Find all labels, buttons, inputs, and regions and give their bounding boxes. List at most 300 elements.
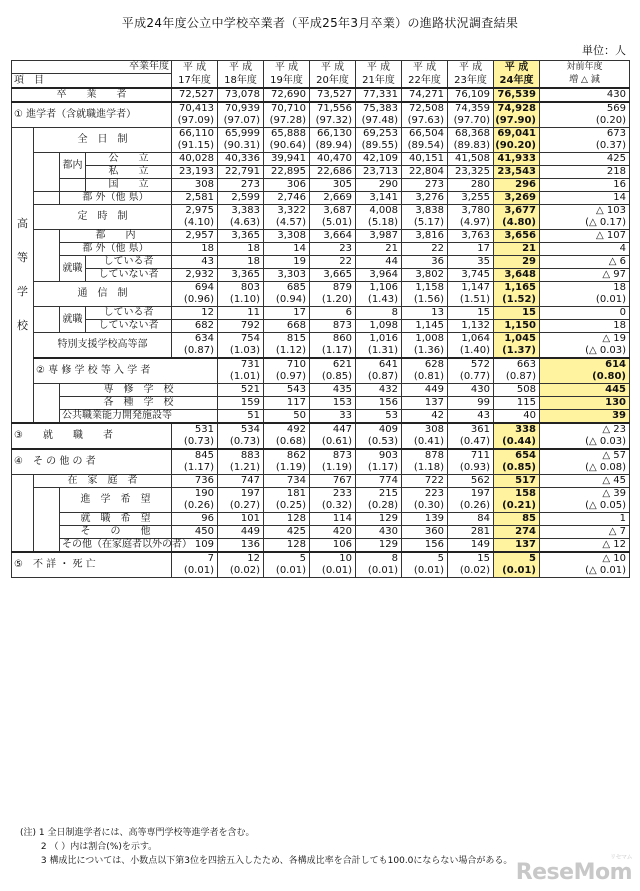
- value-cell: 73,527: [310, 88, 356, 102]
- change-cell: △ 103: [540, 205, 630, 218]
- high-school-char: 学: [17, 285, 28, 298]
- percent-cell: (0.47): [448, 436, 494, 449]
- value-cell: 33: [310, 410, 356, 424]
- percent-cell: (0.21): [494, 500, 540, 513]
- value-cell: 449: [218, 526, 264, 539]
- footnote: 3 構成比については、小数点以下第3位を四捨五入したため、各構成比率を合計しても100.0にならない場合がある。: [20, 856, 513, 866]
- change-cell: 14: [540, 192, 630, 205]
- value-cell: 508: [494, 384, 540, 397]
- value-cell: 3,365: [218, 230, 264, 243]
- row-label: ④ そ の 他 の 者: [12, 449, 172, 475]
- value-cell: 3,664: [310, 230, 356, 243]
- value-cell: 1,016: [356, 333, 402, 346]
- row-label: 全 日 制: [34, 128, 172, 153]
- percent-cell: (4.97): [448, 217, 494, 230]
- table-row: [12, 269, 630, 282]
- footnotes: [20, 826, 512, 868]
- percent-cell: (0.25): [264, 500, 310, 513]
- value-cell: 41,508: [448, 153, 494, 166]
- value-cell: 50: [264, 410, 310, 424]
- row-label: [12, 475, 34, 553]
- table-row: [12, 88, 630, 102]
- value-cell: 6: [310, 307, 356, 320]
- percent-cell: (91.15): [172, 140, 218, 153]
- percent-cell: (0.80): [540, 371, 630, 384]
- value-cell: 792: [218, 320, 264, 333]
- value-cell: 3,656: [494, 230, 540, 243]
- row-label: [34, 384, 60, 424]
- percent-cell: (0.26): [172, 500, 218, 513]
- value-cell: 139: [402, 513, 448, 526]
- value-cell: 15: [448, 552, 494, 565]
- value-cell: 65,888: [264, 128, 310, 141]
- value-cell: 40: [494, 410, 540, 424]
- value-cell: 23,193: [172, 166, 218, 179]
- value-cell: 273: [402, 179, 448, 192]
- row-label: [34, 230, 60, 282]
- value-cell: 29: [494, 256, 540, 269]
- percent-cell: (0.87): [172, 345, 218, 358]
- percent-cell: (0.87): [356, 371, 402, 384]
- row-label: そ の 他: [60, 526, 172, 539]
- value-cell: 129: [356, 513, 402, 526]
- value-cell: 190: [172, 488, 218, 501]
- value-cell: 736: [172, 475, 218, 488]
- value-cell: 878: [402, 449, 448, 462]
- value-cell: 2,975: [172, 205, 218, 218]
- row-label: [34, 488, 60, 553]
- change-cell: 18: [540, 282, 630, 295]
- percent-cell: (0.93): [448, 462, 494, 475]
- value-cell: 233: [310, 488, 356, 501]
- year-header: 平 成 20年度: [310, 61, 356, 89]
- value-cell: 308: [172, 179, 218, 192]
- table-row: [12, 243, 630, 256]
- value-cell: 543: [264, 384, 310, 397]
- value-cell: 430: [356, 526, 402, 539]
- value-cell: 682: [172, 320, 218, 333]
- value-cell: 223: [402, 488, 448, 501]
- value-cell: 361: [448, 423, 494, 436]
- value-cell: 305: [310, 179, 356, 192]
- percent-cell: (1.19): [264, 462, 310, 475]
- change-cell: 0: [540, 307, 630, 320]
- value-cell: 290: [356, 179, 402, 192]
- value-cell: 74,928: [494, 102, 540, 115]
- value-cell: 181: [264, 488, 310, 501]
- value-cell: 2,746: [264, 192, 310, 205]
- value-cell: 1,045: [494, 333, 540, 346]
- row-label: ② 専 修 学 校 等 入 学 者: [34, 358, 218, 384]
- row-label: その他（在家庭者以外の者）: [60, 539, 172, 553]
- percent-cell: (0.01): [356, 565, 402, 578]
- value-cell: 685: [264, 282, 310, 295]
- value-cell: 15: [494, 307, 540, 320]
- row-label: [34, 153, 60, 192]
- percent-cell: (90.31): [218, 140, 264, 153]
- value-cell: 53: [356, 410, 402, 424]
- row-label: 進 学 希 望: [60, 488, 172, 513]
- value-cell: 14: [264, 243, 310, 256]
- value-cell: 308: [402, 423, 448, 436]
- change-percent-cell: (0.01): [540, 294, 630, 307]
- value-cell: 338: [494, 423, 540, 436]
- value-cell: 425: [264, 526, 310, 539]
- table-row: [12, 256, 630, 269]
- value-cell: 117: [264, 397, 310, 410]
- value-cell: 21: [356, 243, 402, 256]
- percent-cell: (0.85): [494, 462, 540, 475]
- table-row: [12, 102, 630, 115]
- percent-cell: (97.32): [310, 115, 356, 128]
- value-cell: 815: [264, 333, 310, 346]
- change-cell: △ 6: [540, 256, 630, 269]
- table-row: [12, 320, 630, 333]
- value-cell: 158: [494, 488, 540, 501]
- change-cell: △ 12: [540, 539, 630, 553]
- unit-label: 単位：人: [582, 44, 626, 57]
- percent-cell: (97.07): [218, 115, 264, 128]
- value-cell: 628: [402, 358, 448, 371]
- value-cell: 281: [448, 526, 494, 539]
- value-cell: 1,008: [402, 333, 448, 346]
- row-label: していない者: [86, 269, 172, 282]
- value-cell: 280: [448, 179, 494, 192]
- value-cell: 572: [448, 358, 494, 371]
- value-cell: 40,470: [310, 153, 356, 166]
- table-row: [12, 526, 630, 539]
- value-cell: 450: [172, 526, 218, 539]
- value-cell: 41,933: [494, 153, 540, 166]
- value-cell: 3,964: [356, 269, 402, 282]
- value-cell: 42: [402, 410, 448, 424]
- value-cell: 44: [356, 256, 402, 269]
- year-header: 平 成 19年度: [264, 61, 310, 89]
- value-cell: 1,132: [448, 320, 494, 333]
- change-percent-cell: (△ 0.05): [540, 500, 630, 513]
- value-cell: 73,078: [218, 88, 264, 102]
- value-cell: 2,581: [172, 192, 218, 205]
- row-label: 卒 業 者: [12, 88, 172, 102]
- table-row: [12, 539, 630, 553]
- value-cell: 873: [310, 449, 356, 462]
- page-title: 平成24年度公立中学校卒業者（平成25年3月卒業）の進路状況調査結果: [121, 16, 519, 30]
- row-label: 特別支援学校高等部: [34, 333, 172, 359]
- value-cell: 43: [172, 256, 218, 269]
- value-cell: 136: [218, 539, 264, 553]
- percent-cell: (1.18): [402, 462, 448, 475]
- value-cell: 654: [494, 449, 540, 462]
- table-row: [12, 488, 630, 501]
- value-cell: 115: [494, 397, 540, 410]
- row-label: していない者: [86, 320, 172, 333]
- value-cell: 3,255: [448, 192, 494, 205]
- value-cell: 3,303: [264, 269, 310, 282]
- percent-cell: (0.32): [310, 500, 356, 513]
- value-cell: 18: [218, 256, 264, 269]
- value-cell: 1,147: [448, 282, 494, 295]
- table-row: [12, 552, 630, 565]
- percent-cell: (0.02): [448, 565, 494, 578]
- table-row: [12, 358, 630, 371]
- value-cell: 101: [218, 513, 264, 526]
- value-cell: 2,932: [172, 269, 218, 282]
- percent-cell: (90.20): [494, 140, 540, 153]
- table-row: [12, 179, 630, 192]
- value-cell: 360: [402, 526, 448, 539]
- change-percent-cell: (△ 0.01): [540, 565, 630, 578]
- percent-cell: (0.01): [402, 565, 448, 578]
- table-row: [12, 166, 630, 179]
- value-cell: 70,710: [264, 102, 310, 115]
- percent-cell: (0.01): [494, 565, 540, 578]
- value-cell: 153: [310, 397, 356, 410]
- value-cell: 99: [448, 397, 494, 410]
- value-cell: 694: [172, 282, 218, 295]
- value-cell: 621: [310, 358, 356, 371]
- percent-cell: (97.09): [172, 115, 218, 128]
- percent-cell: (0.01): [172, 565, 218, 578]
- value-cell: 774: [356, 475, 402, 488]
- row-label: 公共職業能力開発施設等: [60, 410, 218, 424]
- high-school-char: 高: [17, 217, 28, 230]
- value-cell: 72,690: [264, 88, 310, 102]
- value-cell: 883: [218, 449, 264, 462]
- percent-cell: (97.90): [494, 115, 540, 128]
- row-label: ① 進学者（含就職進学者）: [12, 102, 172, 128]
- value-cell: 197: [218, 488, 264, 501]
- value-cell: 409: [356, 423, 402, 436]
- value-cell: 106: [310, 539, 356, 553]
- value-cell: 40,151: [402, 153, 448, 166]
- row-label: 専 修 学 校: [60, 384, 218, 397]
- table-row: [12, 282, 630, 295]
- table-row: [12, 410, 630, 424]
- percent-cell: (1.43): [356, 294, 402, 307]
- percent-cell: (1.01): [218, 371, 264, 384]
- value-cell: 534: [218, 423, 264, 436]
- percent-cell: (0.87): [494, 371, 540, 384]
- value-cell: 159: [218, 397, 264, 410]
- value-cell: 69,253: [356, 128, 402, 141]
- value-cell: 711: [448, 449, 494, 462]
- value-cell: 22,791: [218, 166, 264, 179]
- percent-cell: (4.10): [172, 217, 218, 230]
- value-cell: 76,539: [494, 88, 540, 102]
- table-row: [12, 61, 630, 74]
- value-cell: 492: [264, 423, 310, 436]
- percent-cell: (0.27): [218, 500, 264, 513]
- value-cell: 70,939: [218, 102, 264, 115]
- row-label: 都 外（他 県）: [60, 243, 172, 256]
- value-cell: 22: [402, 243, 448, 256]
- value-cell: 39: [540, 410, 630, 424]
- value-cell: 65,999: [218, 128, 264, 141]
- table-row: [12, 475, 630, 488]
- value-cell: 15: [448, 307, 494, 320]
- row-label: 都 外（他 県）: [60, 192, 172, 205]
- value-cell: 3,677: [494, 205, 540, 218]
- row-label: している者: [86, 307, 172, 320]
- header-row-label: 項 目: [12, 74, 172, 88]
- value-cell: 72,527: [172, 88, 218, 102]
- percent-cell: (0.30): [402, 500, 448, 513]
- change-cell: △ 57: [540, 449, 630, 462]
- table-row: [12, 153, 630, 166]
- high-school-char: 校: [17, 319, 28, 332]
- value-cell: 3,780: [448, 205, 494, 218]
- value-cell: 3,648: [494, 269, 540, 282]
- value-cell: 3,269: [494, 192, 540, 205]
- year-header: 平 成 21年度: [356, 61, 402, 89]
- value-cell: 68,368: [448, 128, 494, 141]
- percent-cell: (0.81): [402, 371, 448, 384]
- value-cell: 18: [172, 243, 218, 256]
- table-row: [12, 333, 630, 346]
- percent-cell: (1.03): [218, 345, 264, 358]
- value-cell: 42,109: [356, 153, 402, 166]
- value-cell: 5: [402, 552, 448, 565]
- change-cell: 4: [540, 243, 630, 256]
- value-cell: 19: [264, 256, 310, 269]
- value-cell: 17: [264, 307, 310, 320]
- value-cell: 432: [356, 384, 402, 397]
- percent-cell: (1.52): [494, 294, 540, 307]
- value-cell: 873: [310, 320, 356, 333]
- change-cell: 218: [540, 166, 630, 179]
- value-cell: 23,713: [356, 166, 402, 179]
- value-cell: 3,987: [356, 230, 402, 243]
- value-cell: 12: [172, 307, 218, 320]
- value-cell: 35: [448, 256, 494, 269]
- change-header: 対前年度 増 △ 減: [540, 61, 630, 89]
- change-percent-cell: (0.37): [540, 140, 630, 153]
- change-cell: 16: [540, 179, 630, 192]
- value-cell: 156: [356, 397, 402, 410]
- high-school-char: 等: [17, 251, 28, 264]
- value-cell: 447: [310, 423, 356, 436]
- value-cell: 18: [218, 243, 264, 256]
- row-label: 就職: [60, 256, 86, 282]
- value-cell: 77,331: [356, 88, 402, 102]
- value-cell: 668: [264, 320, 310, 333]
- value-cell: 8: [356, 307, 402, 320]
- footnote: 2 （ ）内は割合(%)を示す。: [20, 842, 158, 852]
- value-cell: 3,308: [264, 230, 310, 243]
- value-cell: 449: [402, 384, 448, 397]
- value-cell: 845: [172, 449, 218, 462]
- value-cell: 22,686: [310, 166, 356, 179]
- change-percent-cell: (△ 0.08): [540, 462, 630, 475]
- change-percent-cell: (△ 0.17): [540, 217, 630, 230]
- row-label: [60, 179, 86, 192]
- value-cell: 23: [310, 243, 356, 256]
- percent-cell: (0.85): [310, 371, 356, 384]
- table-row: [12, 230, 630, 243]
- value-cell: 5: [264, 552, 310, 565]
- value-cell: 430: [448, 384, 494, 397]
- value-cell: 1,145: [402, 320, 448, 333]
- percent-cell: (97.48): [356, 115, 402, 128]
- percent-cell: (90.64): [264, 140, 310, 153]
- value-cell: 435: [310, 384, 356, 397]
- value-cell: 4,008: [356, 205, 402, 218]
- value-cell: 3,763: [448, 230, 494, 243]
- value-cell: 767: [310, 475, 356, 488]
- value-cell: 23,325: [448, 166, 494, 179]
- value-cell: 517: [494, 475, 540, 488]
- change-cell: △ 23: [540, 423, 630, 436]
- percent-cell: (4.57): [264, 217, 310, 230]
- change-cell: 18: [540, 320, 630, 333]
- percent-cell: (1.36): [402, 345, 448, 358]
- table-row: [12, 307, 630, 320]
- value-cell: 641: [356, 358, 402, 371]
- value-cell: 3,838: [402, 205, 448, 218]
- value-cell: 109: [172, 539, 218, 553]
- row-label: 就 職 希 望: [60, 513, 172, 526]
- row-label: ⑤ 不 詳 ・ 死 亡: [12, 552, 172, 578]
- percent-cell: (89.83): [448, 140, 494, 153]
- value-cell: 39,941: [264, 153, 310, 166]
- table-row: [12, 384, 630, 397]
- table-row: [12, 513, 630, 526]
- change-cell: 1: [540, 513, 630, 526]
- percent-cell: (1.40): [448, 345, 494, 358]
- percent-cell: (1.17): [172, 462, 218, 475]
- change-cell: 673: [540, 128, 630, 141]
- percent-cell: (89.94): [310, 140, 356, 153]
- value-cell: 197: [448, 488, 494, 501]
- percent-cell: (97.63): [402, 115, 448, 128]
- percent-cell: (5.01): [310, 217, 356, 230]
- value-cell: 1,106: [356, 282, 402, 295]
- percent-cell: (0.28): [356, 500, 402, 513]
- value-cell: 2,669: [310, 192, 356, 205]
- percent-cell: (0.44): [494, 436, 540, 449]
- table-row: [12, 128, 630, 141]
- row-label: 都 内: [60, 230, 172, 243]
- value-cell: 1,158: [402, 282, 448, 295]
- year-header: 平 成 24年度: [494, 61, 540, 89]
- row-label: [34, 307, 60, 333]
- percent-cell: (0.97): [264, 371, 310, 384]
- value-cell: 51: [218, 410, 264, 424]
- percent-cell: (1.12): [264, 345, 310, 358]
- percent-cell: (0.01): [264, 565, 310, 578]
- value-cell: 3,322: [264, 205, 310, 218]
- year-header: 平 成 17年度: [172, 61, 218, 89]
- table-row: [12, 192, 630, 205]
- value-cell: 11: [218, 307, 264, 320]
- change-cell: △ 45: [540, 475, 630, 488]
- value-cell: 3,365: [218, 269, 264, 282]
- value-cell: 747: [218, 475, 264, 488]
- value-cell: 156: [402, 539, 448, 553]
- year-header: 平 成 22年度: [402, 61, 448, 89]
- row-label: している者: [86, 256, 172, 269]
- percent-cell: (4.63): [218, 217, 264, 230]
- value-cell: 43: [448, 410, 494, 424]
- value-cell: 5: [494, 552, 540, 565]
- value-cell: 531: [172, 423, 218, 436]
- percent-cell: (0.68): [264, 436, 310, 449]
- value-cell: 1,064: [448, 333, 494, 346]
- value-cell: 76,109: [448, 88, 494, 102]
- percent-cell: (1.51): [448, 294, 494, 307]
- percent-cell: (1.10): [218, 294, 264, 307]
- value-cell: 1,098: [356, 320, 402, 333]
